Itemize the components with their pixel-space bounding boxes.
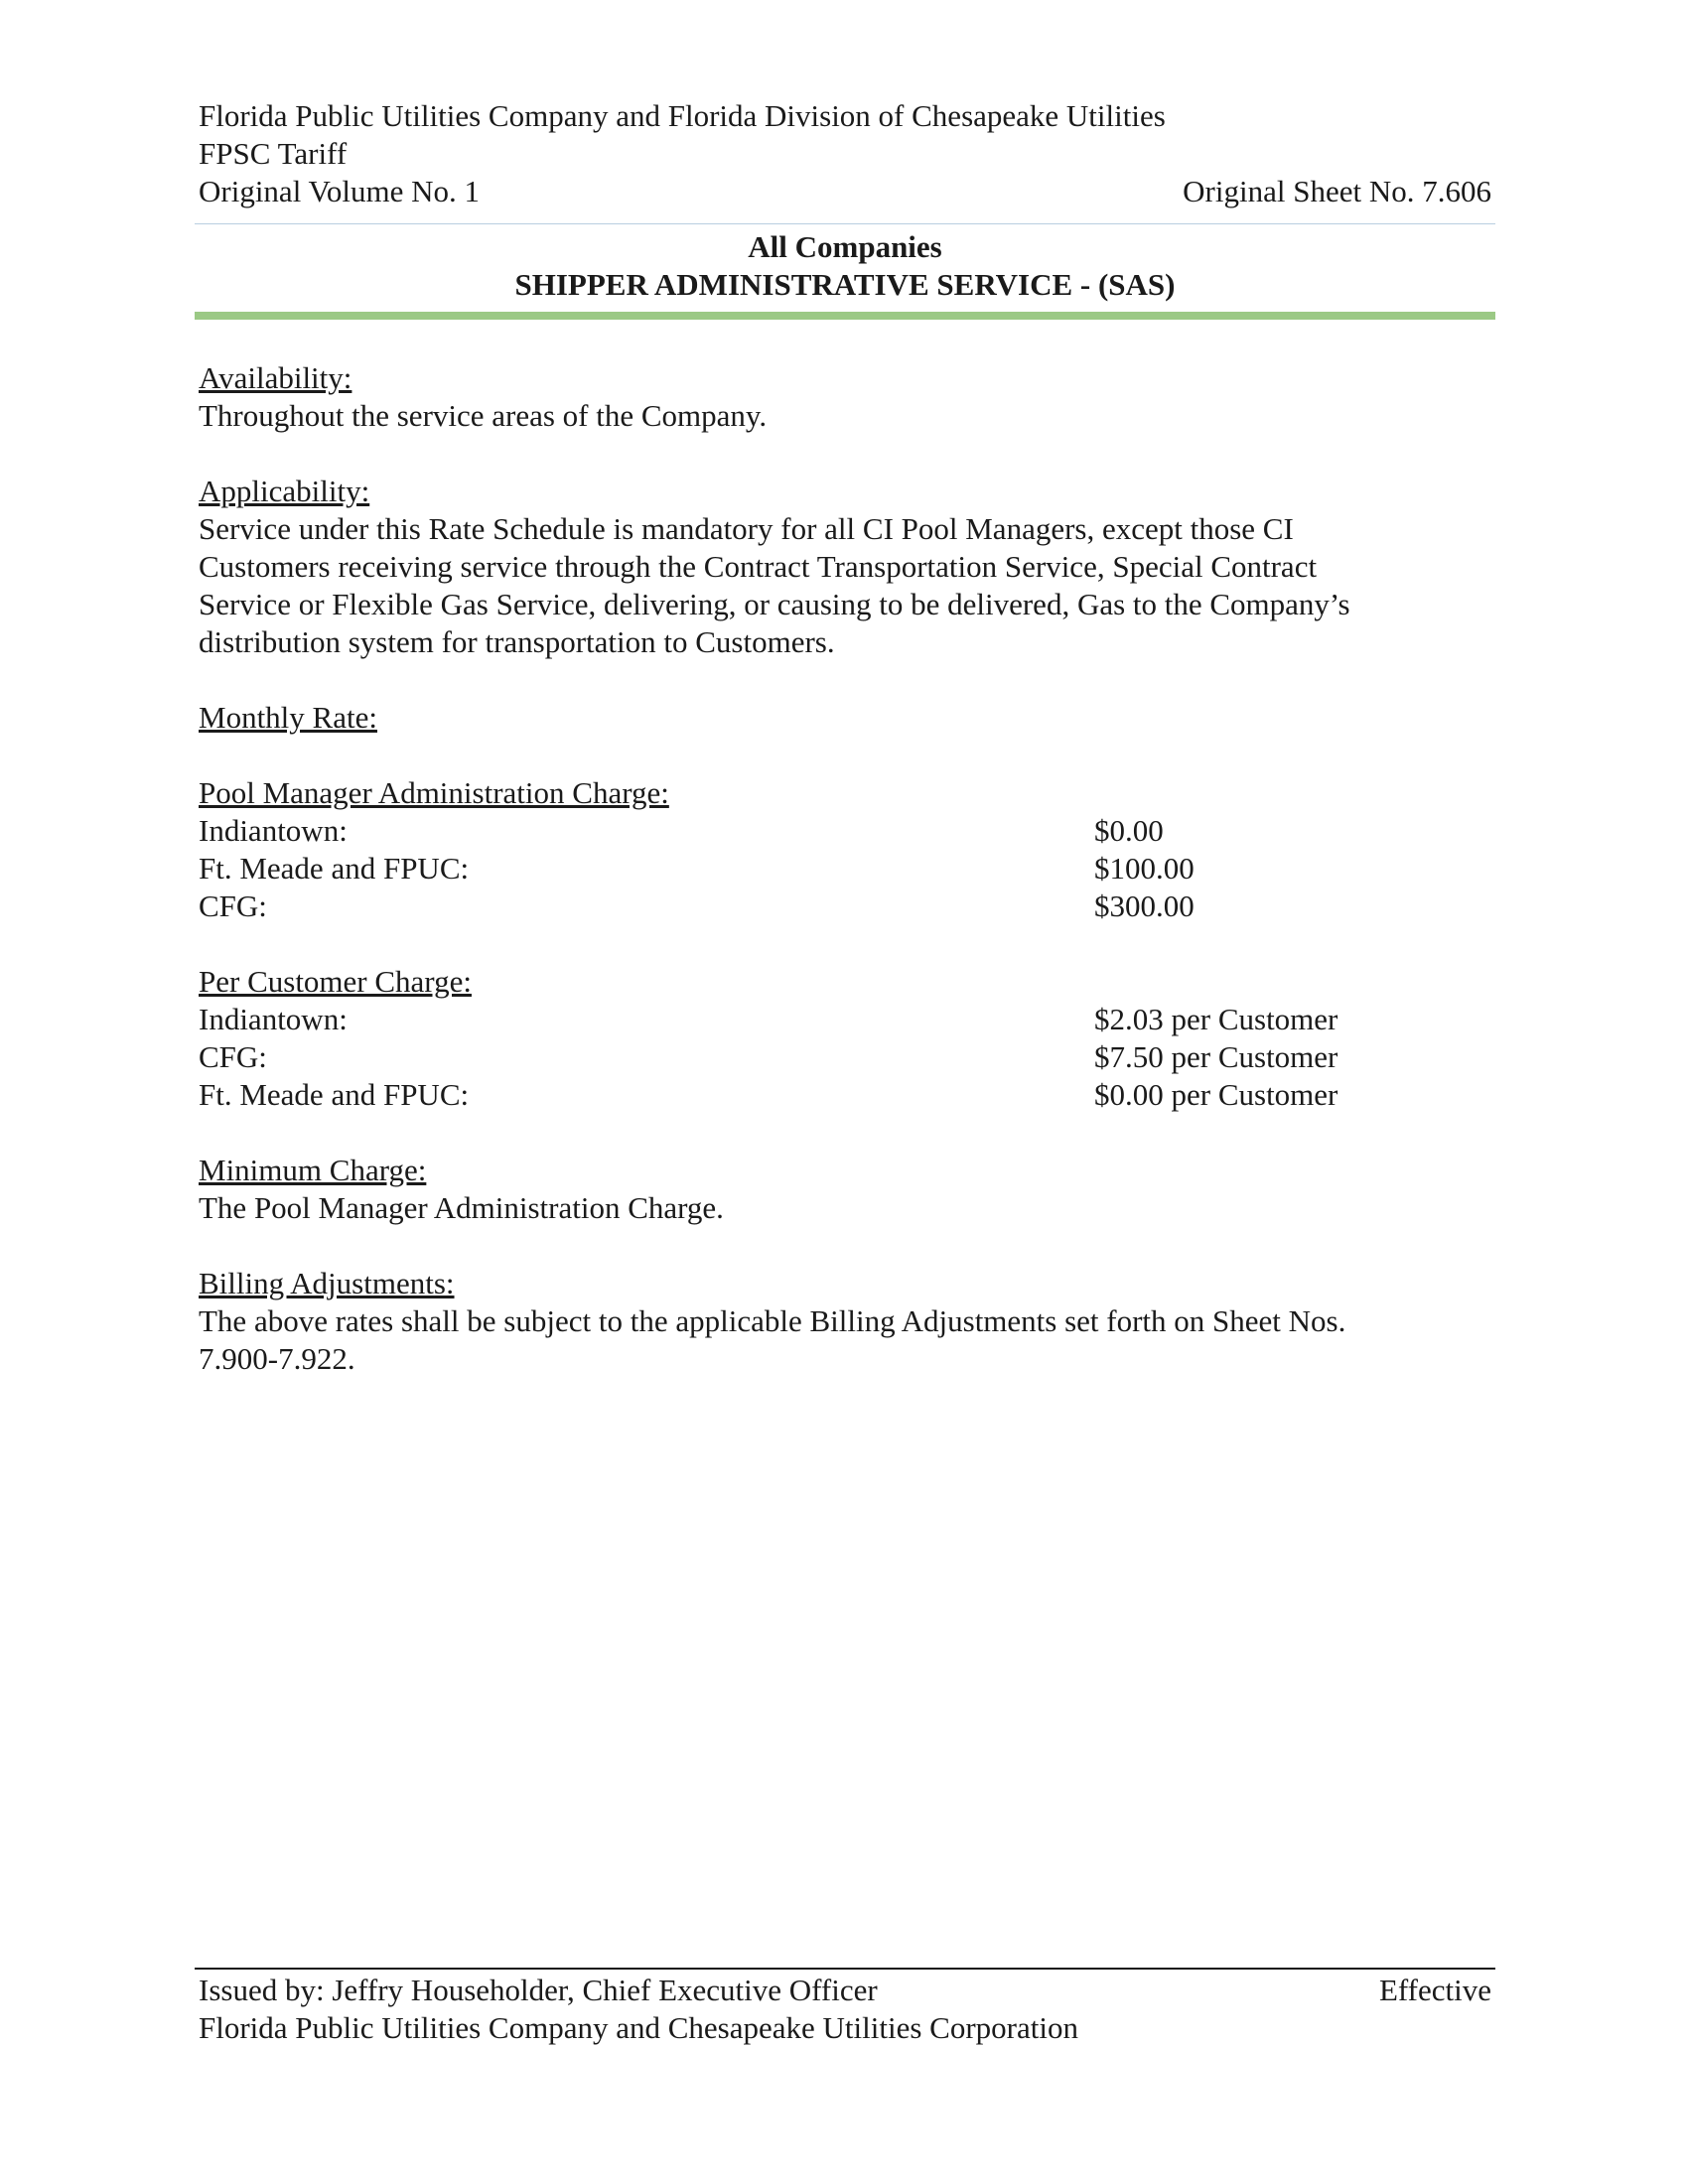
rate-label: CFG: [199, 888, 267, 923]
minimum-charge-section [199, 1152, 1491, 1227]
footer-issued-row [199, 1972, 1491, 2009]
applicability-section [199, 473, 1491, 661]
applicability-line: Service or Flexible Gas Service, delivering, or causing to be delivered, Gas to the Company’s [199, 587, 1350, 621]
rate-value: $2.03 per Customer [1094, 1002, 1338, 1036]
footer-company: Florida Public Utilities Company and Chesapeake Utilities Corporation [199, 2010, 1078, 2045]
monthly-rate-section [199, 699, 1491, 737]
title-divider [195, 312, 1495, 320]
rate-label: Ft. Meade and FPUC: [199, 851, 470, 886]
availability-section [199, 359, 1491, 435]
billing-adjustments-heading: Billing Adjustments: [199, 1266, 455, 1300]
availability-text: Throughout the service areas of the Company. [199, 398, 768, 433]
header-volume-row [199, 173, 1491, 210]
billing-adjustments-line: The above rates shall be subject to the applicable Billing Adjustments set forth on Sheet Nos. [199, 1303, 1346, 1338]
footer-effective: Effective [1378, 1973, 1491, 2007]
billing-adjustments-section [199, 1265, 1491, 1378]
rate-label: Indiantown: [199, 1002, 348, 1036]
applicability-line: Customers receiving service through the Contract Transportation Service, Special Contract [199, 549, 1318, 584]
monthly-rate-heading: Monthly Rate: [199, 700, 377, 735]
document-body [199, 359, 1491, 1416]
per-customer-charge-heading: Per Customer Charge: [199, 964, 472, 999]
rate-label: Ft. Meade and FPUC: [199, 1077, 470, 1112]
rate-value: $7.50 per Customer [1094, 1039, 1338, 1074]
rate-value: $300.00 [1094, 888, 1195, 923]
applicability-line: Service under this Rate Schedule is mandatory for all CI Pool Managers, except those CI [199, 511, 1294, 546]
header-volume: Original Volume No. 1 [199, 174, 481, 208]
minimum-charge-heading: Minimum Charge: [199, 1153, 427, 1187]
rate-label: CFG: [199, 1039, 267, 1074]
header-divider [195, 223, 1495, 224]
page-header [199, 97, 1491, 210]
rate-value: $100.00 [1094, 851, 1195, 886]
rate-value: $0.00 [1094, 813, 1164, 848]
title-line-1: All Companies [748, 229, 942, 264]
pool-manager-charge-section [199, 774, 1491, 925]
billing-adjustments-line: 7.900-7.922. [199, 1341, 355, 1376]
title-line-2: SHIPPER ADMINISTRATIVE SERVICE - (SAS) [514, 267, 1176, 302]
rate-row [199, 1038, 1491, 1076]
footer-divider [195, 1968, 1495, 1970]
rate-row [199, 1001, 1491, 1038]
minimum-charge-text: The Pool Manager Administration Charge. [199, 1190, 724, 1225]
header-tariff: FPSC Tariff [199, 136, 348, 171]
availability-heading: Availability: [199, 360, 352, 395]
rate-value: $0.00 per Customer [1094, 1077, 1338, 1112]
applicability-line: distribution system for transportation to Customers. [199, 624, 835, 659]
rate-label: Indiantown: [199, 813, 348, 848]
rate-row [199, 812, 1491, 850]
document-title [199, 228, 1491, 304]
page-footer [199, 1972, 1491, 2047]
rate-row [199, 850, 1491, 887]
applicability-heading: Applicability: [199, 474, 370, 508]
pool-manager-charge-heading: Pool Manager Administration Charge: [199, 775, 669, 810]
rate-row [199, 1076, 1491, 1114]
header-sheet-number: Original Sheet No. 7.606 [1183, 174, 1491, 208]
footer-issued-by: Issued by: Jeffry Householder, Chief Executive Officer [199, 1973, 878, 2007]
header-company: Florida Public Utilities Company and Florida Division of Chesapeake Utilities [199, 98, 1166, 133]
per-customer-charge-section [199, 963, 1491, 1114]
rate-row [199, 887, 1491, 925]
